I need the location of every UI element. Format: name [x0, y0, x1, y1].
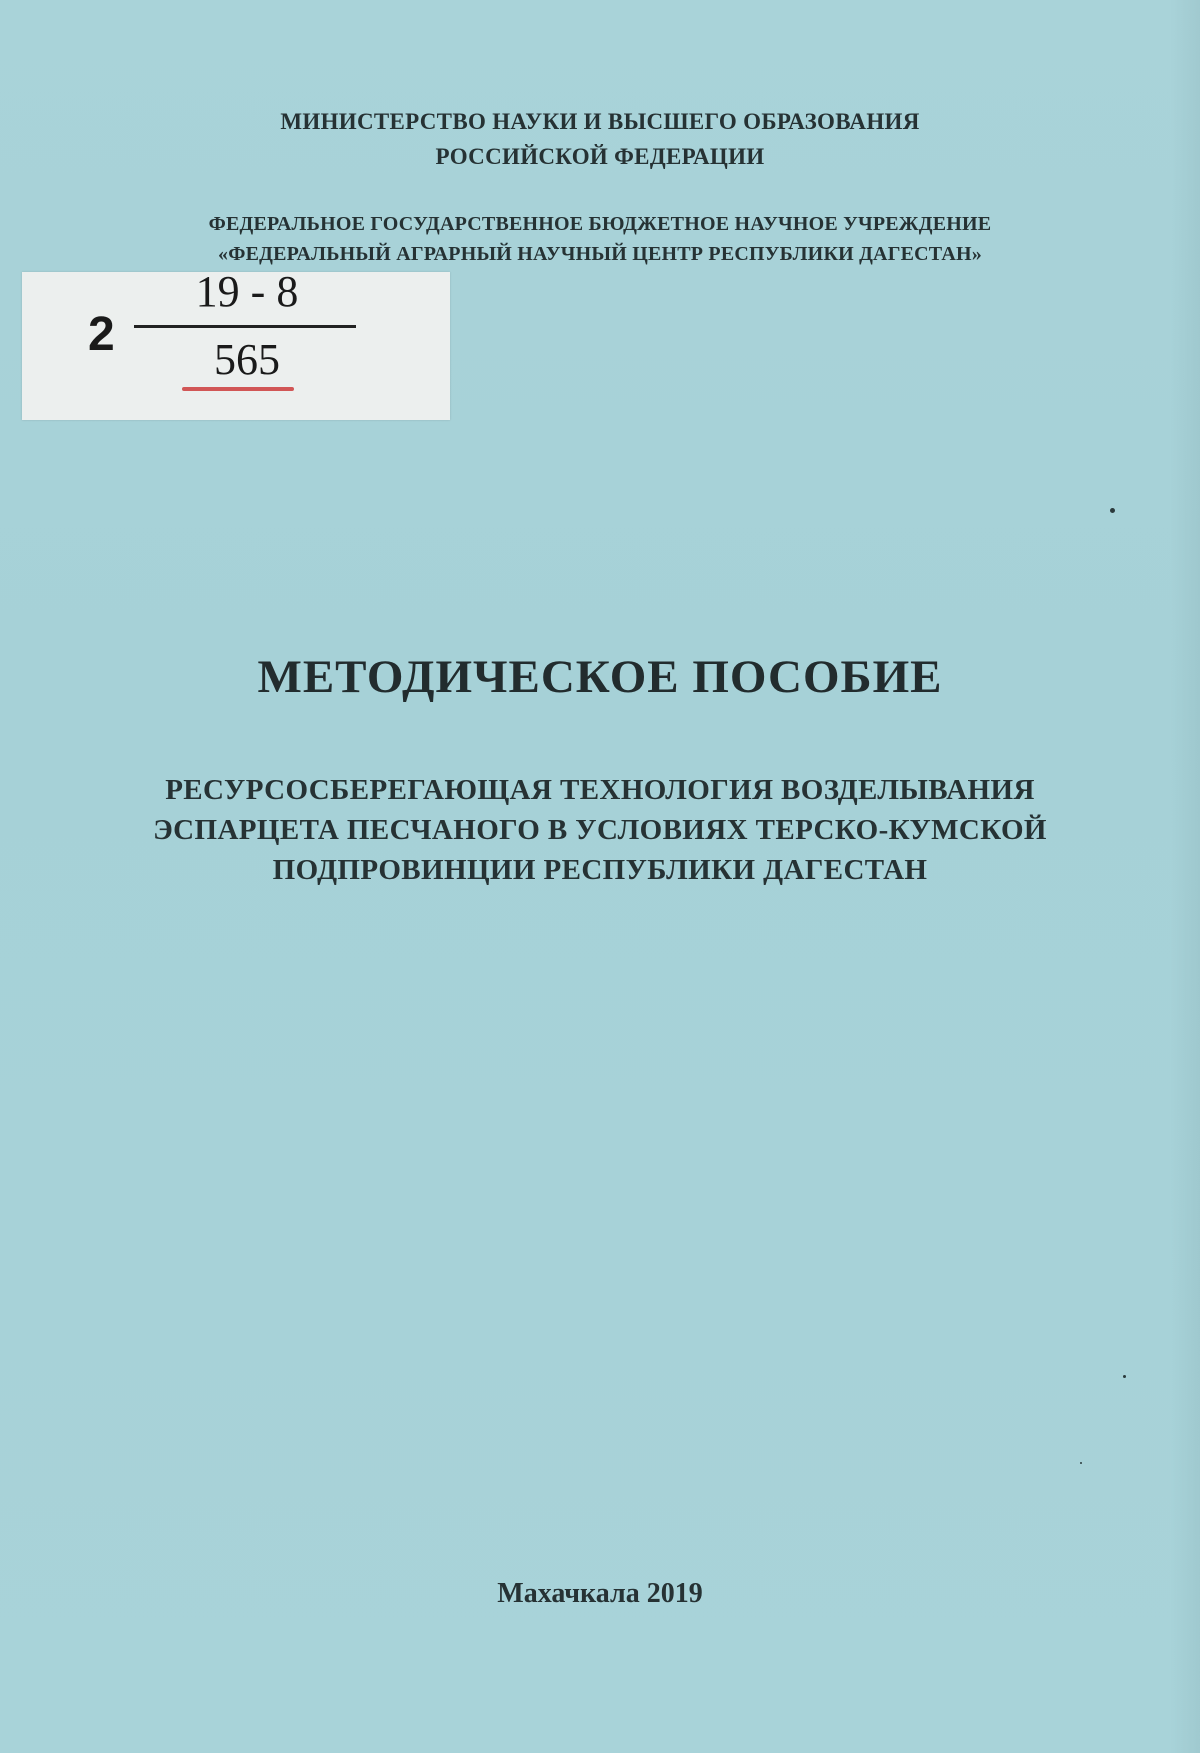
- ministry-line-2: РОССИЙСКОЙ ФЕДЕРАЦИИ: [435, 144, 765, 169]
- scan-speck: [1110, 508, 1115, 513]
- subtitle-line-3: ПОДПРОВИНЦИИ РЕСПУБЛИКИ ДАГЕСТАН: [272, 854, 928, 886]
- call-number-fraction-bar: [134, 325, 356, 328]
- call-number-prefix: 2: [88, 308, 115, 361]
- institution-line-1: ФЕДЕРАЛЬНОЕ ГОСУДАРСТВЕННОЕ БЮДЖЕТНОЕ НАУЧНОЕ УЧРЕЖДЕНИЕ: [208, 213, 992, 235]
- place-and-year: Махачкала 2019: [497, 1578, 703, 1609]
- ministry-heading: [0, 104, 1200, 174]
- document-title: МЕТОДИЧЕСКОЕ ПОСОБИЕ: [257, 651, 943, 703]
- scan-speck: [1123, 1375, 1126, 1378]
- subtitle-line-1: РЕСУРСОСБЕРЕГАЮЩАЯ ТЕХНОЛОГИЯ ВОЗДЕЛЫВАНИЯ: [165, 774, 1035, 806]
- scan-speck: [1080, 1462, 1082, 1464]
- red-pencil-underline: [182, 387, 294, 391]
- institution-line-2: «ФЕДЕРАЛЬНЫЙ АГРАРНЫЙ НАУЧНЫЙ ЦЕНТР РЕСПУБЛИКИ ДАГЕСТАН»: [218, 243, 982, 265]
- library-call-number-label: [22, 267, 450, 420]
- institution-heading: [0, 209, 1200, 269]
- call-number-numerator: 19 - 8: [195, 267, 299, 316]
- subtitle-line-2: ЭСПАРЦЕТА ПЕСЧАНОГО В УСЛОВИЯХ ТЕРСКО-КУМСКОЙ: [153, 814, 1047, 846]
- document-subtitle: [0, 770, 1200, 890]
- call-number-denominator: 565: [214, 335, 280, 384]
- ministry-line-1: МИНИСТЕРСТВО НАУКИ И ВЫСШЕГО ОБРАЗОВАНИЯ: [280, 109, 920, 134]
